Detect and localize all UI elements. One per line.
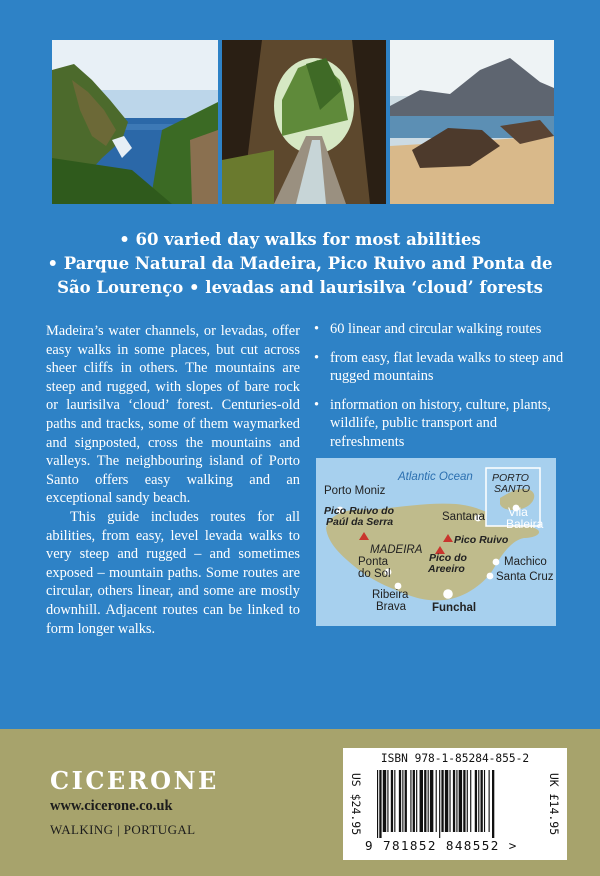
madeira-map — [316, 458, 556, 626]
feature-list — [314, 320, 564, 462]
map-label-pico-ruivo-do-paul-2: Paúl da Serra — [326, 516, 394, 528]
highlight-line-1: • 60 varied day walks for most abilities — [119, 230, 481, 249]
barcode-digits: 9 781852 848552 > — [365, 838, 518, 853]
barcode-icon — [377, 770, 533, 838]
funchal-dot — [443, 589, 453, 599]
publisher-logo: CICERONE — [50, 766, 219, 795]
map-label-funchal: Funchal — [432, 602, 477, 614]
map-label-pico-do-areeiro-1: Pico do — [429, 552, 467, 564]
map-label-ponta-do-sol-1: Ponta — [358, 556, 389, 568]
map-label-vila-baleira-1: Vila — [508, 505, 528, 519]
map-label-ribeira-brava-1: Ribeira — [372, 589, 409, 601]
map-label-santa-cruz: Santa Cruz — [496, 571, 554, 583]
map-label-madeira: MADEIRA — [370, 544, 423, 556]
description-paragraph-1: Madeira’s water channels, or levadas, offer easy walks in some places, but cut across sheer cliffs in others. The mountains are steep and rugged, with slopes of bare rock or laurisilva ‘cloud’ forest. Centuries-old paths and tracks, some of them waymarked and signposted, cross the mountains and valleys. The neighbouring island of Porto Santo offers easy walking and an exceptional sandy beach. — [46, 323, 300, 507]
isbn-number: ISBN 978-1-85284-855-2 — [380, 752, 530, 765]
feature-item: • information on history, culture, plants, wildlife, public transport and refreshments — [314, 396, 564, 452]
map-label-ribeira-brava-2: Brava — [376, 601, 407, 613]
map-label-porto-santo-1: PORTO — [492, 472, 529, 484]
highlight-line-3: São Lourenço • levadas and laurisilva ‘cloud’ forests — [57, 278, 543, 297]
map-label-ponta-do-sol-2: do Sol — [358, 568, 391, 580]
map-label-porto-santo-2: SANTO — [494, 483, 530, 495]
photo-levada-tunnel — [222, 40, 386, 204]
map-label-machico: Machico — [504, 556, 547, 568]
map-label-pico-do-areeiro-2: Areeiro — [428, 563, 465, 575]
map-label-vila-baleira-2: Baleira — [506, 517, 544, 531]
feature-item: • from easy, flat levada walks to steep and rugged mountains — [314, 349, 564, 386]
map-label-ocean: Atlantic Ocean — [398, 471, 473, 483]
barcode-panel — [343, 748, 567, 860]
santa-cruz-dot — [487, 573, 494, 580]
price-uk — [545, 748, 563, 860]
map-label-pico-ruivo-do-paul-1: Pico Ruivo do — [324, 505, 395, 517]
price-us-text: US $24.95 — [349, 772, 363, 836]
map-label-santana: Santana — [442, 511, 485, 523]
feature-item: • 60 linear and circular walking routes — [314, 320, 564, 339]
map-label-porto-moniz: Porto Moniz — [324, 485, 386, 497]
footer-band — [0, 729, 600, 876]
category-label: WALKING | PORTUGAL — [50, 822, 196, 837]
machico-dot — [493, 559, 500, 566]
key-highlights — [30, 228, 570, 300]
description-text — [46, 322, 300, 638]
highlight-line-2: • Parque Natural da Madeira, Pico Ruivo and Ponta de — [47, 254, 553, 273]
price-uk-text: UK £14.95 — [547, 772, 561, 836]
photo-sandy-beach — [390, 40, 554, 204]
description-paragraph-2: This guide includes routes for all abilities, from easy, level levada walks to very steep and rugged – and sometimes exposed – mountain paths. Some routes are circular, others linear, and some are mostly downhill. Adjacent routes can be linked to form longer walks. — [46, 508, 300, 637]
map-label-pico-ruivo: Pico Ruivo — [454, 534, 509, 546]
photo-coastal-cliff — [52, 40, 218, 204]
publisher-website[interactable]: www.cicerone.co.uk — [50, 798, 173, 814]
